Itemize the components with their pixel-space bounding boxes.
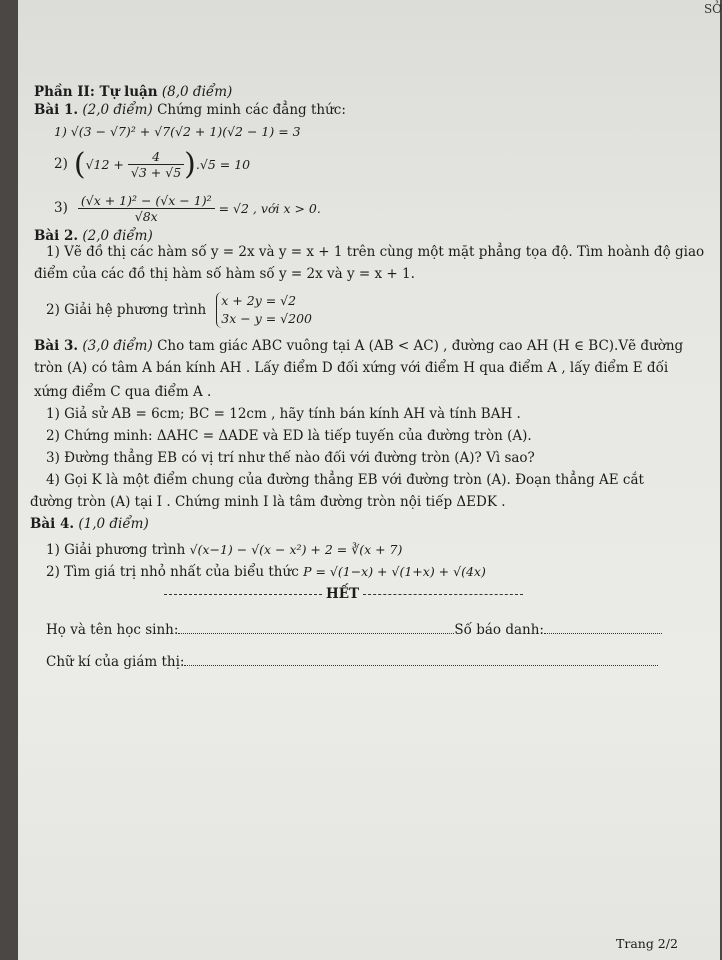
equation-system [216,292,312,328]
bai4-q2 [46,564,486,580]
bai1-part3-result: = √2 , với x > 0. [218,200,321,216]
system-eq1: x + 2y = √2 [221,293,297,308]
bai4-q1 [46,542,402,558]
bai1-part2: 2) ( √12 + $\frac{4}{√3 + √5}$ ) .√5 = 10 [54,146,251,182]
bai3-q4-line2: đường tròn (A) tại I . Chứng minh I là tâm đường tròn nội tiếp ΔEDK . [30,494,506,510]
bai1-part3 [54,186,321,230]
bai3-q4-line1: 4) Gọi K là một điểm chung của đường thẳng EB với đường tròn (A). Đoạn thẳng AE cắt [46,472,644,488]
system-eq2: 3x − y = √200 [221,311,312,326]
bai2-points: (2,0 điểm) [82,228,153,244]
proctor-signature-label: Chữ kí của giám thị: [46,654,185,670]
bai3-intro1-text: Cho tam giác ABC vuông tại A (AB < AC) , đường cao AH (H ∈ BC).Vẽ đường [157,338,684,354]
exam-sheet [18,0,720,960]
bai2-heading [34,228,153,244]
bai2-part2 [46,288,312,332]
bai3-label: Bài 3. [34,338,79,354]
bai4-label: Bài 4. [30,516,75,532]
bai2-part2-text: 2) Giải hệ phương trình [46,302,207,318]
bai1-heading [34,102,346,118]
part-title: Phần II: Tự luận [34,84,158,100]
proctor-signature-row [46,654,658,670]
bai1-part2-fraction: $\frac{4}{√3 + √5}$ [128,149,184,180]
bai4-q2-text: 2) Tìm giá trị nhỏ nhất của biểu thức [46,564,299,580]
bai1-points: (2,0 điểm) [82,102,153,118]
bai3-intro1 [34,338,683,354]
bai1-part2-term: √12 + [85,156,124,172]
bai1-part3-fraction: $\frac{\text{(√x + 1)² − (√x − 1)²}}{√8x}$ [78,193,215,224]
bai3-points: (3,0 điểm) [82,338,153,354]
bai1-part3-label: 3) [54,200,68,216]
student-info-row [46,622,662,638]
bai3-q3: 3) Đường thẳng EB có vị trí như thế nào đối với đường tròn (A)? Vì sao? [46,450,535,466]
candidate-number-field[interactable] [544,633,662,634]
student-name-label: Họ và tên học sinh: [46,622,179,638]
bai4-q1-equation: √(x−1) − √(x − x²) + 2 = ∛(x + 7) [189,542,403,557]
proctor-signature-field[interactable] [184,665,658,666]
end-mark: HẾT [326,586,360,602]
bai3-q1: 1) Giả sử AB = 6cm; BC = 12cm , hãy tính bán kính AH và tính BAH . [46,406,521,422]
candidate-number-label: Số báo danh: [454,622,544,638]
bai1-part2-result: .√5 = 10 [195,156,251,172]
end-mark-row [164,586,523,602]
bai1-part1: 1) √(3 − √7)² + √7(√2 + 1)(√2 − 1) = 3 [54,124,301,139]
part-points: (8,0 điểm) [161,84,233,100]
bai3-intro2: tròn (A) có tâm A bán kính AH . Lấy điểm D đối xứng với điểm H qua điểm A , lấy điểm E đối [34,360,669,376]
bai1-part2-label: 2) [54,156,68,172]
bai2-label: Bài 2. [34,228,79,244]
part-heading [34,84,232,100]
bai1-label: Bài 1. [34,102,79,118]
page-number: Trang 2/2 [616,936,678,951]
bai3-q2: 2) Chứng minh: ΔAHC = ΔADE và ED là tiếp tuyến của đường tròn (A). [46,428,532,444]
bai3-intro3: xứng điểm C qua điểm A . [34,384,212,400]
student-name-field[interactable] [178,633,454,634]
bai1-title: Chứng minh các đẳng thức: [157,102,346,118]
bai2-part1-line1: 1) Vẽ đồ thị các hàm số y = 2x và y = x + 1 trên cùng một mặt phẳng tọa độ. Tìm hoành độ giao [46,244,705,260]
bai4-q2-expression: P = √(1−x) + √(1+x) + √(4x) [303,564,486,579]
bai4-points: (1,0 điểm) [78,516,149,532]
bai4-q1-text: 1) Giải phương trình [46,542,186,558]
bai4-heading [30,516,149,532]
bai2-part1-line2: điểm của các đồ thị hàm số hàm số y = 2x và y = x + 1. [34,266,415,282]
corner-text: SỞ [703,2,722,16]
